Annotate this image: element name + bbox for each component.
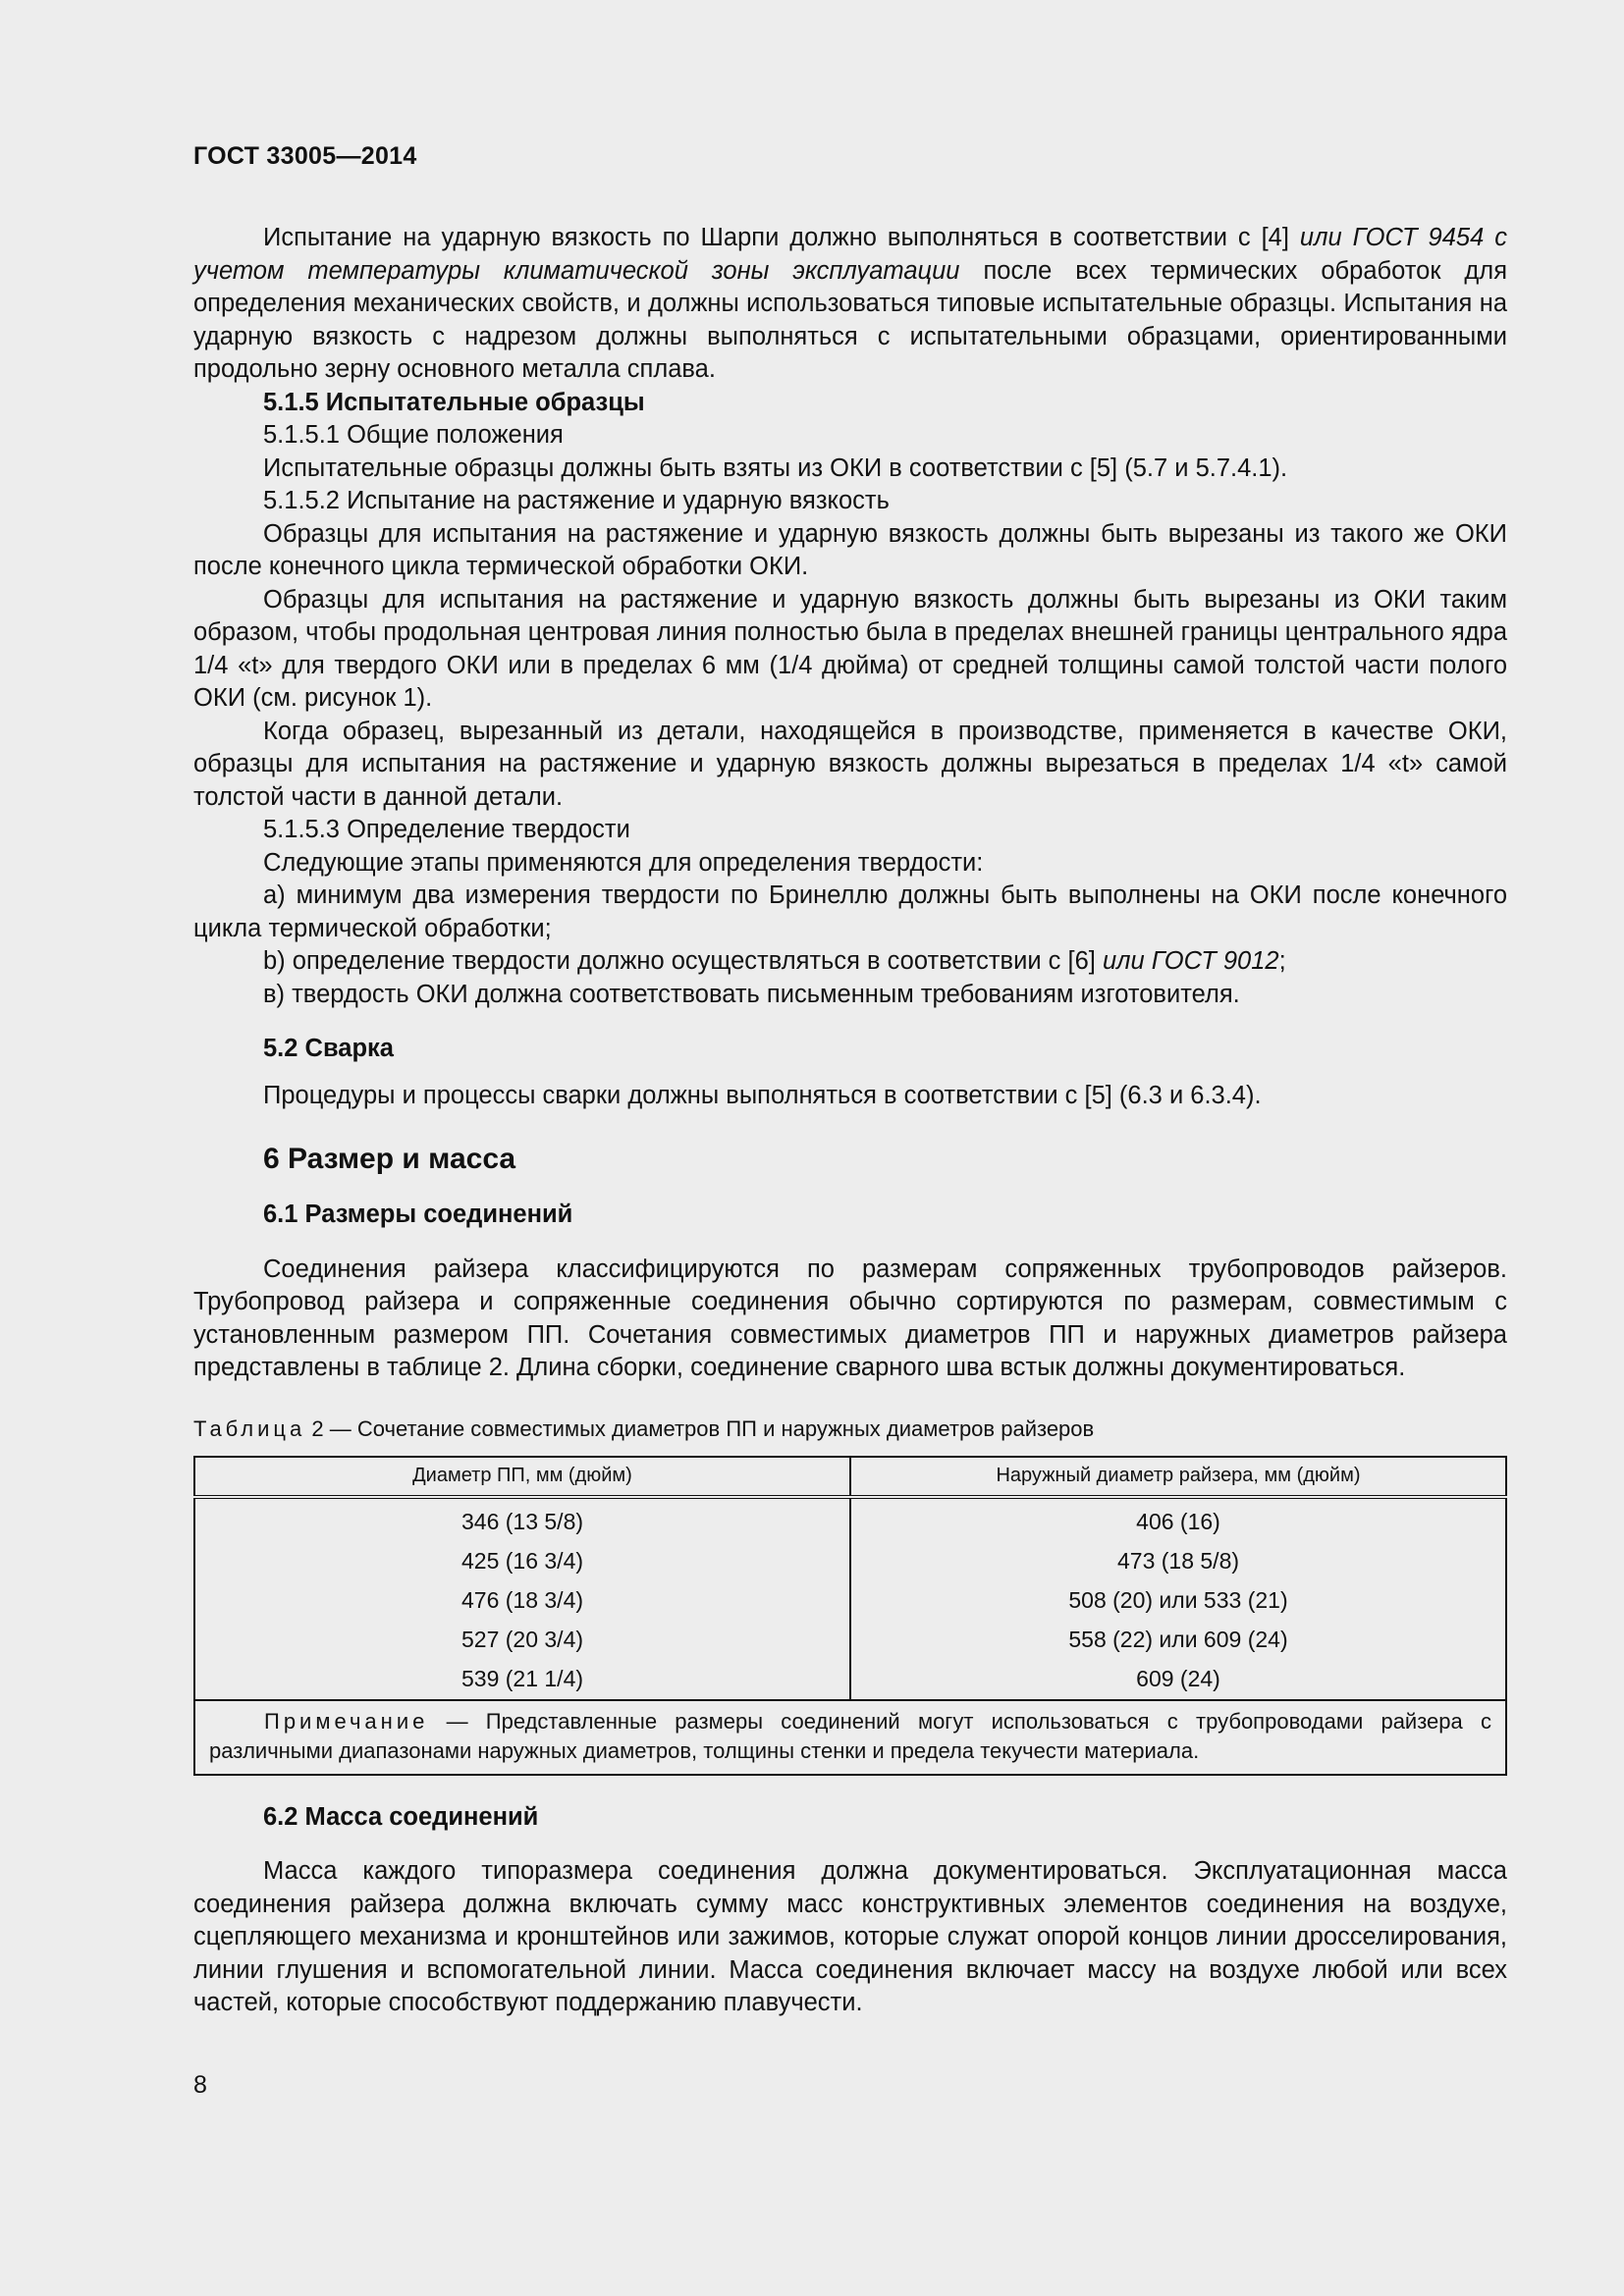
table-row <box>194 1621 1506 1660</box>
table-caption-label: Таблица <box>193 1415 306 1441</box>
paragraph-charpy <box>193 222 1507 387</box>
table-cell: 346 (13 5/8) <box>194 1497 850 1542</box>
note-label: Примечание <box>264 1708 429 1734</box>
table-row <box>194 1581 1506 1621</box>
table-cell: 425 (16 3/4) <box>194 1542 850 1581</box>
table-cell: 527 (20 3/4) <box>194 1621 850 1660</box>
paragraph: Когда образец, вырезанный из детали, находящейся в производстве, применяется в качестве ОКИ, образцы для испытания на растяжение и ударную вязкость должны вырезаться в пределах 1/4 «t» самой толстой части в данной детали. <box>193 717 1507 811</box>
table-cell: 508 (20) или 533 (21) <box>850 1581 1506 1621</box>
paragraph: Следующие этапы применяются для определения твердости: <box>263 848 984 877</box>
table-cell: 558 (22) или 609 (24) <box>850 1621 1506 1660</box>
section-heading-5-2: 5.2 Сварка <box>263 1035 394 1062</box>
table-caption-text: 2 — Сочетание совместимых диаметров ПП и наружных диаметров райзеров <box>305 1415 1095 1441</box>
list-item-a: а) минимум два измерения твердости по Бринеллю должны быть выполнены на ОКИ после конечного цикла термической обработки; <box>193 881 1507 942</box>
section-heading-6-1: 6.1 Размеры соединений <box>263 1201 573 1228</box>
paragraph: Образцы для испытания на растяжение и ударную вязкость должны быть вырезаны из ОКИ таким образом, чтобы продольная центровая линия полностью была в пределах внешней границы центрального ядра 1/4 «t» для твердого ОКИ или в пределах 6 мм (1/4 дюйма) от средней толщины самой толстой части полого ОКИ (см. рисунок 1). <box>193 585 1507 712</box>
table-caption <box>193 1415 1507 1444</box>
table-cell: 476 (18 3/4) <box>194 1581 850 1621</box>
document-header: ГОСТ 33005—2014 <box>193 142 417 170</box>
document-page <box>193 142 1507 2020</box>
table-header-row <box>194 1457 1506 1497</box>
section-heading-6-2: 6.2 Масса соединений <box>263 1802 539 1831</box>
paragraph: Испытательные образцы должны быть взяты из ОКИ в соответствии с [5] (5.7 и 5.7.4.1). <box>263 454 1288 482</box>
note-indent <box>209 1709 264 1734</box>
subsection-heading-5-1-5-3: 5.1.5.3 Определение твердости <box>263 816 630 843</box>
text-run: после всех термических обработок для определения механических свойств, и должны использоваться типовые испытательные образцы. Испытания на ударную вязкость с надрезом должны выполняться с испытательными образцами, ориентированными продольно зерну основного металла сплава. <box>193 256 1507 383</box>
list-item-c: в) твердость ОКИ должна соответствовать письменным требованиям изготовителя. <box>263 980 1240 1008</box>
paragraph: Процедуры и процессы сварки должны выполняться в соответствии с [5] (6.3 и 6.3.4). <box>263 1081 1262 1109</box>
subsection-heading-5-1-5-2: 5.1.5.2 Испытание на растяжение и ударную вязкость <box>263 487 890 514</box>
paragraph: Образцы для испытания на растяжение и ударную вязкость должны быть вырезаны из такого же ОКИ после конечного цикла термической обработки ОКИ. <box>193 519 1507 580</box>
paragraph: Масса каждого типоразмера соединения должна документироваться. Эксплуатационная масса соединения райзера должна включать сумму масс конструктивных элементов соединения на воздухе, сцепляющего механизма и кронштейнов или зажимов, которые служат опорой концов линии дросселирования, линии глушения и вспомогательной линии. Масса соединения включает массу на воздухе любой или всех частей, которые способствуют поддержанию плавучести. <box>193 1857 1507 2016</box>
note-text: — Представленные размеры соединений могут использоваться с трубопроводами райзера с различными диапазонами наружных диаметров, толщины стенки и предела текучести материала. <box>209 1708 1491 1763</box>
text-run: Испытание на ударную вязкость по Шарпи должно выполняться в соответствии с [4] <box>263 224 1300 251</box>
page-number: 8 <box>193 2071 207 2099</box>
table-note <box>194 1700 1506 1775</box>
text-run: ; <box>1278 947 1286 975</box>
italic-text: или ГОСТ 9012 <box>1102 947 1279 975</box>
table-cell: 406 (16) <box>850 1497 1506 1542</box>
table-cell: 473 (18 5/8) <box>850 1542 1506 1581</box>
column-header: Диаметр ПП, мм (дюйм) <box>194 1457 850 1497</box>
italic-text: или ГОСТ 9454 с учетом температуры климатической зоны эксплуатации <box>193 224 1507 285</box>
table-cell: 539 (21 1/4) <box>194 1660 850 1700</box>
text-run: b) определение твердости должно осуществляться в соответствии с [6] <box>263 947 1103 975</box>
paragraph: Соединения райзера классифицируются по размерам сопряженных трубопроводов райзеров. Трубопровод райзера и сопряженные соединения обычно сортируются по размерам, совместимым с установленным размером ПП. Сочетания совместимых диаметров ПП и наружных диаметров райзера представлены в таблице 2. Длина сборки, соединение сварного шва встык должны документироваться. <box>193 1255 1507 1381</box>
table-row <box>194 1497 1506 1542</box>
table-row <box>194 1660 1506 1700</box>
column-header: Наружный диаметр райзера, мм (дюйм) <box>850 1457 1506 1497</box>
table-row <box>194 1542 1506 1581</box>
section-heading-5-1-5: 5.1.5 Испытательные образцы <box>263 388 645 416</box>
section-heading-6: 6 Размер и масса <box>263 1143 516 1175</box>
table-note-row <box>194 1700 1506 1775</box>
subsection-heading-5-1-5-1: 5.1.5.1 Общие положения <box>263 421 564 449</box>
table-cell: 609 (24) <box>850 1660 1506 1700</box>
list-item-b <box>193 945 1507 979</box>
diameter-table <box>193 1456 1507 1776</box>
